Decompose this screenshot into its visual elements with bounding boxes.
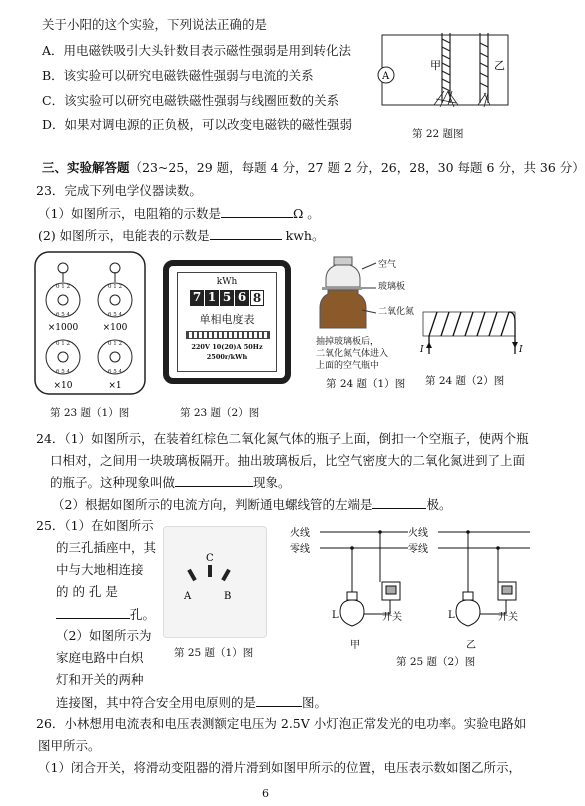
live-wire-label: 火线 (290, 528, 310, 539)
q25-line8: 灯和开关的两种 (56, 672, 144, 687)
q26-line3: （1）闭合开关，将滑动变阻器的滑片滑到如图甲所示的位置，电压表示数如图乙所示， (38, 760, 521, 775)
meter-digit: 7 (190, 290, 204, 306)
q22-stem: 关于小阳的这个实验，下列说法正确的是 (42, 17, 268, 32)
q22-label-yi: 乙 (494, 59, 505, 72)
q23-part1-text: （1）如图所示，电阻箱的示数是 (38, 206, 221, 221)
q23-part1-unit: Ω 。 (292, 206, 320, 221)
diffusion-note-line: 上面的空气瓶中 (316, 361, 380, 371)
q23-part2-text: (2) 如图所示，电能表的示数是 (38, 228, 210, 243)
section3-header (42, 160, 585, 176)
q25-answer-blank-1[interactable] (56, 606, 130, 619)
current-label-left: I (420, 345, 424, 355)
meter-spec: 220V 10(20)A 50Hz (191, 343, 263, 351)
ammeter-label: A (382, 71, 390, 82)
meter-disc (186, 331, 270, 339)
meter-name: 单相电度表 (199, 313, 255, 326)
switch-label: 开关 (498, 612, 518, 623)
q24-line3-end: 现象。 (253, 475, 291, 490)
socket-label-b: B (224, 591, 232, 602)
section3-desc: （23~25，29 题，每题 4 分，27 题 2 分，26，28，30 每题 6 分，共 36 分） (129, 160, 585, 175)
live-wire-label: 火线 (408, 528, 428, 539)
q22-electromagnet-figure (370, 25, 520, 125)
q25-line3: 中与大地相连接 (56, 562, 144, 577)
svg-text:0 1 2: 0 1 2 (108, 284, 122, 290)
q23-answer-blank-1[interactable] (221, 205, 293, 218)
dial-mult-10: ×10 (53, 381, 73, 391)
diffusion-bottles-figure (318, 255, 384, 335)
q25-line4: 的 的 孔 是 (56, 584, 118, 599)
svg-text:6 5 4: 6 5 4 (108, 369, 122, 375)
q22-figure-caption: 第 22 题图 (412, 128, 464, 140)
q23-part2 (38, 227, 325, 244)
q24-answer-blank-1[interactable] (175, 474, 253, 487)
q26-line1: 26．小林想用电流表和电压表测额定电压为 2.5V 小灯泡正常发光的电功率。实验电路如 (36, 716, 527, 731)
current-label-right: I (519, 345, 523, 355)
q22-option-a: A．用电磁铁吸引大头针数目表示磁性强弱是用到转化法 (42, 43, 352, 58)
svg-text:0 1 2: 0 1 2 (56, 284, 70, 290)
q23-figure1-caption: 第 23 题（1）图 (50, 407, 130, 419)
q23-stem: 23．完成下列电学仪器读数。 (36, 183, 202, 198)
meter-digit: 5 (220, 290, 234, 306)
page-number: 6 (262, 787, 269, 800)
q25-line9-text: 连接图，其中符合安全用电原则的是 (56, 695, 257, 710)
neutral-wire-label: 零线 (408, 544, 428, 555)
label-glass-plate: 玻璃板 (378, 282, 406, 292)
q25-line7: 家庭电路中白炽 (56, 650, 144, 665)
dial-mult-1000: ×1000 (47, 323, 79, 333)
q22-option-b: B．该实验可以研究电磁铁磁性强弱与电流的关系 (42, 68, 314, 83)
q25-line6: （2）如图所示为 (56, 628, 152, 643)
circuit-label-yi: 乙 (466, 640, 476, 651)
meter-digits (190, 290, 264, 306)
q23-answer-blank-2[interactable] (210, 227, 282, 240)
q24-line3 (50, 474, 291, 491)
q23-part2-unit: kwh。 (281, 228, 325, 243)
q25-line9-end: 图。 (302, 695, 328, 710)
q23-figure2-caption: 第 23 题（2）图 (180, 407, 260, 419)
q25-line5-end: 孔。 (130, 607, 156, 622)
label-no2: 二氧化氮 (378, 307, 415, 317)
diffusion-note-line: 二氧化氮气体进入 (316, 349, 389, 359)
meter-digit: 6 (235, 290, 249, 306)
q24-line4-end: 极。 (426, 497, 452, 512)
q25-line5 (56, 606, 155, 623)
socket-label-c: C (206, 553, 214, 564)
energy-meter-figure (163, 260, 291, 384)
q24-line2: 口相对，之间用一块玻璃板隔开。抽出玻璃板后，比空气密度大的二氧化氮进到了上面 (50, 453, 526, 468)
q25-figure2-caption: 第 25 题（2）图 (396, 656, 476, 668)
diffusion-note-line: 抽掉玻璃板后， (316, 337, 380, 347)
q22-option-d: D．如果对调电源的正负极，可以改变电磁铁的磁性强弱 (42, 117, 353, 132)
q25-line9 (56, 694, 327, 711)
lamp-label: L (332, 610, 339, 621)
circuit-label-jia: 甲 (350, 640, 360, 651)
socket-svg (164, 527, 268, 639)
q24-line4 (52, 496, 451, 513)
q25-figure1-caption: 第 25 题（1）图 (174, 647, 254, 659)
q25-line2: 的三孔插座中，其 (56, 540, 157, 555)
dial-mult-1: ×1 (108, 381, 122, 391)
q24-figure2-caption: 第 24 题（2）图 (425, 375, 505, 387)
q25-line1: 25．（1）在如图所示 (36, 518, 154, 533)
meter-digit-decimal: 8 (250, 290, 264, 306)
meter-rev: 2500r/kWh (206, 353, 248, 361)
q24-line4-text: （2）根据如图所示的电流方向，判断通电螺线管的左端是 (52, 497, 373, 512)
svg-text:0 1 2: 0 1 2 (108, 341, 122, 347)
q23-part1 (38, 205, 320, 222)
lamp-label: L (448, 610, 455, 621)
section3-title: 三、实验解答题 (42, 160, 130, 175)
label-air: 空气 (378, 260, 397, 270)
svg-text:6 5 4: 6 5 4 (108, 312, 122, 318)
q26-line2: 图甲所示。 (38, 738, 101, 753)
switch-label: 开关 (382, 612, 402, 623)
q24-figure1-caption: 第 24 题（1）图 (326, 378, 406, 390)
q24-line1: 24．（1）如图所示，在装着红棕色二氧化氮气体的瓶子上面，倒扣一个空瓶子，使两个瓶 (36, 431, 529, 446)
q22-label-jia: 甲 (430, 59, 441, 72)
solenoid-figure (415, 300, 525, 360)
q24-line3-text: 的瓶子。这种现象叫做 (50, 475, 176, 490)
svg-text:6 5 4: 6 5 4 (56, 312, 70, 318)
q25-answer-blank-2[interactable] (256, 694, 302, 707)
socket-label-a: A (184, 591, 192, 602)
diffusion-note (316, 336, 388, 372)
q24-answer-blank-2[interactable] (372, 496, 426, 509)
q22-option-c: C．该实验可以研究电磁铁磁性强弱与线圈匝数的关系 (42, 93, 340, 108)
dial-mult-100: ×100 (102, 323, 128, 333)
svg-text:6 5 4: 6 5 4 (56, 369, 70, 375)
svg-text:0 1 2: 0 1 2 (56, 341, 70, 347)
resistance-box-figure (33, 250, 148, 398)
meter-digit: 1 (205, 290, 219, 306)
three-hole-socket-figure (163, 526, 267, 638)
household-circuit-figure (290, 524, 532, 654)
neutral-wire-label: 零线 (290, 544, 310, 555)
meter-unit: kWh (216, 277, 238, 287)
